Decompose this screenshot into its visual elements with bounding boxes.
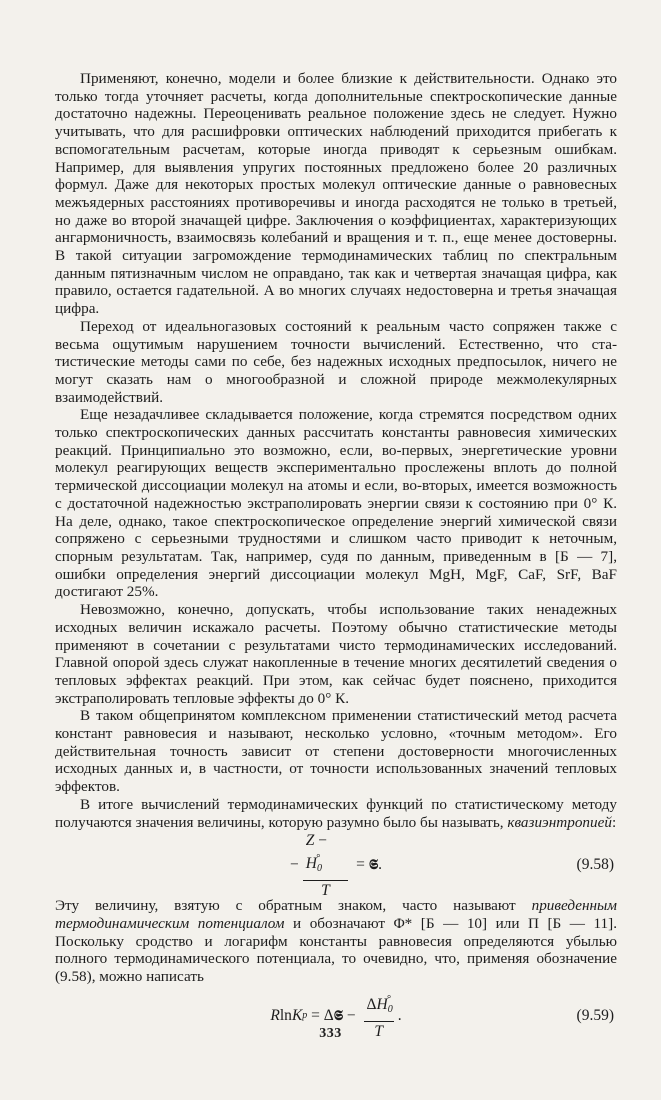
numerator-h: H (305, 854, 317, 872)
numerator-h-sup: ° (315, 852, 320, 864)
numerator-h-sub: 0 (316, 862, 322, 874)
equation-number-9-59: (9.59) (576, 1006, 614, 1024)
formula2-denominator: T (374, 1023, 383, 1041)
reduced-potential-text-b: и обозначают Φ* [Б — 10] или Π [Б — 11]. Поскольку сродство и логарифм константы равновесия определяются убылью полного термодинамического потенциала, то очевидно, что, применяя обозначение (9.58), можно написать (55, 914, 618, 986)
formula-9-58 (55, 833, 617, 897)
paragraph-models: Применяют, конечно, модели и более близкие к действительности. Однако это только тогда уточняет расчеты, когда дополнительные спектроскопические данные достаточно надежны. Переоценивать реальное положение здесь не следует. Нужно учитывать, что для расшифровки оптических наблюдений приходится прибегать к вспомогательным расчетам, которые иногда приводят к серьезным ошибкам. Например, для выявления упругих постоянных предложено более 20 различных формул. Даже для некоторых простых молекул оптические данные о равновесных межъядерных расстояниях противоречивы и иногда расходятся не только в третьей, но даже во второй значащей цифре. Заключения о коэффициентах, характеризующих ангармоничность, взаимосвязь колебаний и вращения и т. п., еще менее достоверны. В такой ситуации загромождение термодинамических таблиц по спектральным данным пятизначным числом не оправдано, так как и четвертая значащая цифра, как правило, остается гадательной. А во многих случаях недостоверна и третья значащая цифра. (55, 70, 617, 318)
formula2-period: . (397, 1006, 402, 1024)
reduced-potential-text-a: Эту величину, взятую с обратным знаком, часто называют (55, 897, 532, 915)
formula-fraction (303, 832, 348, 899)
formula-denominator: T (321, 881, 330, 899)
numerator-minus: − (314, 831, 327, 849)
formula-minus-sign: − (290, 856, 299, 874)
paragraph-unreliable-data: Невозможно, конечно, допускать, чтобы использование таких ненадежных исходных величин искажало расчеты. Поэтому обычно статистические методы применяют в сочетании с результатами чисто термодинамических исследований. Главной опорой здесь служат накопленные в течение многих десятилетий сведения о тепловых эффектах реакций. При этом, как сейчас будет пояснено, приходится экстраполировать тепловые эффекты до 0° К. (55, 601, 617, 707)
formula2-r: R (270, 1006, 280, 1024)
paragraph-real-states: Переход от идеальногазовых состояний к реальным часто сопряжен также с весьма ощутимым нарушением точности вычислений. Естественно, что статистические методы сами по себе, без надежных исходных предпосылок, ничего не могут сказать нам о многообразной и сложной природе межмолекулярных взаимодействий. (55, 317, 617, 406)
formula-equals: = (356, 856, 365, 874)
formula-period: . (378, 856, 382, 874)
formula2-k-sub: p (302, 1010, 308, 1022)
paragraph-exact-method: В таком общепринятом комплексном применении статистический метод расчета констант равновесия и называют, несколько условно, «точным методом». Его действительная точность зависит от степени достоверности многочисленных исходных данных и, в частности, от точности использованных значений тепловых эффектов. (55, 707, 617, 796)
quasi-entropy-text: В итоге вычислений термодинамических функций по статистическому методу получаются значения величины, которую разумно было бы называть, (55, 795, 617, 831)
paragraph-quasi-entropy (55, 796, 617, 831)
formula2-equals: = (307, 1006, 324, 1024)
formula-fraktur-s: 𝕾 (368, 857, 379, 874)
formula2-num-h-sup: ° (386, 994, 391, 1006)
quasi-entropy-colon: : (611, 813, 617, 831)
formula2-minus: − (343, 1006, 360, 1024)
formula-numerator (303, 832, 348, 881)
formula2-k: K (291, 1006, 303, 1024)
formula2-num-h: H (376, 996, 388, 1014)
reduced-potential-term: приведенным термодинамическим потенциалом (55, 897, 617, 932)
paragraph-equilibrium-constants: Еще незадачливее складывается положение, когда стремятся посредством одних только спектроскопических данных рассчитать константы равновесия химических реакций. Принципиально это возможно, если, во-первых, энергетические уровни молекул реагирующих веществ экспериментально прослежены вплоть до полной термической диссоциации молекул на атомы и если, во-вторых, имеется возможность с достаточной надежностью экстраполировать энергии связи к состоянию при 0° К. На деле, однако, такое спектроскопическое определение энергий химической связи сопряжено с серьезными трудностями и слишком часто приводит к неточным, спорным результатам. Так, например, судя по данным, приведенным в [Б — 7], ошибки определения энергий диссоциации молекул MgH, MgF, CaF, SrF, BaF достигают 25%. (55, 406, 617, 601)
formula2-fraktur-s: 𝕾 (333, 1007, 344, 1024)
formula2-num-delta: Δ (366, 996, 377, 1014)
quasi-entropy-term: квазиэнтропией (507, 813, 612, 831)
numerator-z: Z (305, 831, 315, 849)
formula2-delta: Δ (323, 1006, 334, 1024)
page-number: 333 (319, 1026, 342, 1041)
equation-number-9-58: (9.58) (576, 856, 614, 874)
formula2-num-h-sub: 0 (387, 1004, 393, 1016)
paragraph-reduced-potential (55, 897, 617, 986)
formula2-ln: ln (279, 1006, 292, 1024)
formula2-numerator (364, 991, 394, 1022)
